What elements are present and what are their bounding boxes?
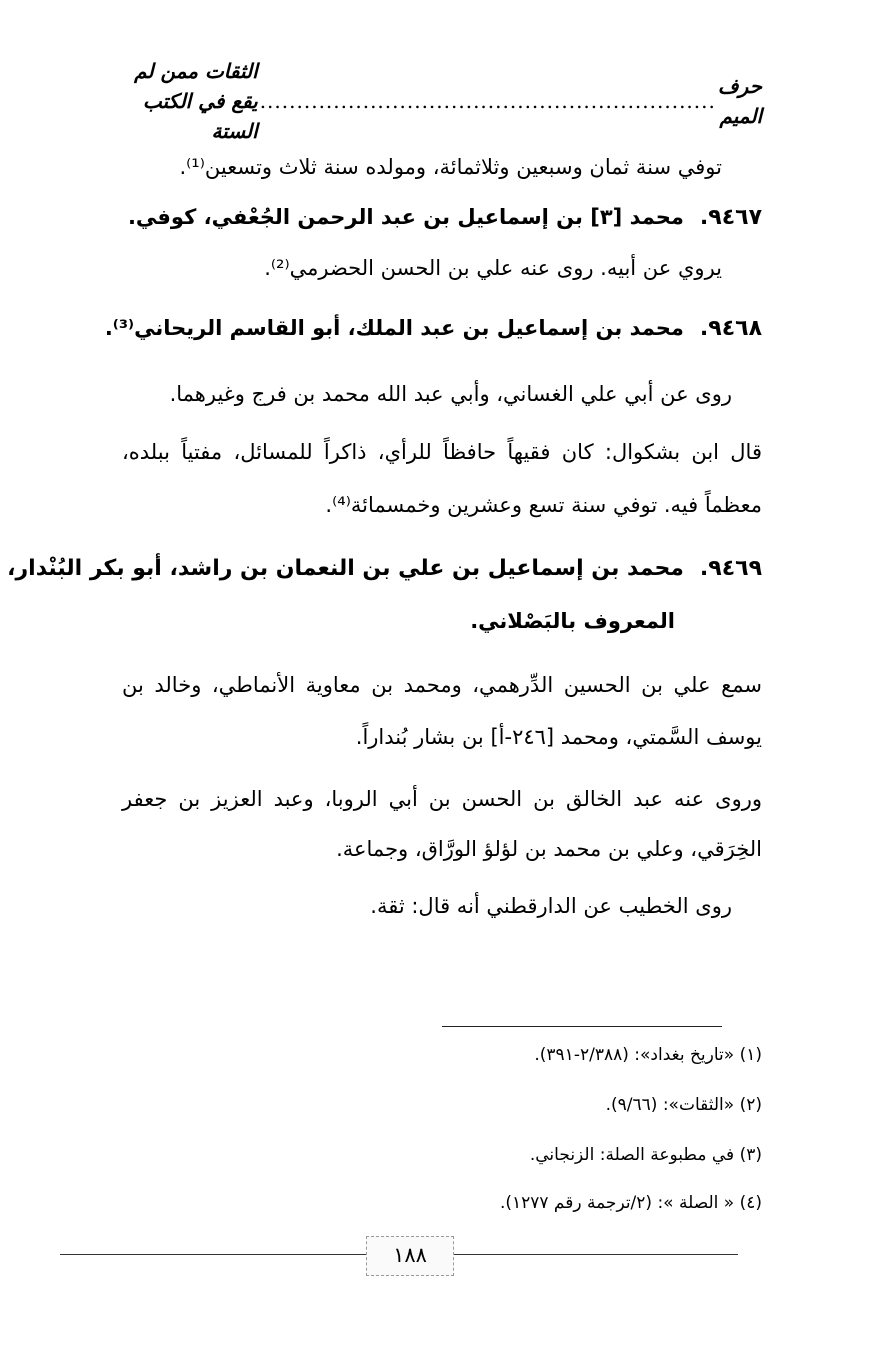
entry-heading: محمد بن إسماعيل بن علي بن النعمان بن راشد، أبو بكر البُنْدار، [7,556,684,581]
body-line-1: توفي سنة ثمان وسبعين وثلاثمائة، ومولده سنة ثلاث وتسعين⁽¹⁾. [179,155,722,179]
footnote-4: (٤) « الصلة »: (٢/ترجمة رقم ١٢٧٧). [499,1193,762,1213]
footnote-1: (١) «تاريخ بغداد»: (٢/٣٨٨-٣٩١). [534,1045,762,1065]
entry-9467 [128,202,762,233]
entry-number: ٩٤٦٩. [699,556,762,581]
entry-heading: محمد [٣] بن إسماعيل بن عبد الرحمن الجُعْفي، كوفي. [127,205,684,229]
bottom-rule-right [452,1254,738,1255]
footnote-3: (٣) في مطبوعة الصلة: الزنجاني. [529,1145,762,1165]
body-line-12: وروى عنه عبد الخالق بن الحسن بن أبي الروبا، وعبد العزيز بن جعفر [122,787,762,811]
header-dot-leader: .............................................................. [259,89,716,113]
page-number: ١٨٨ [366,1236,454,1276]
entry-number: ٩٤٦٧. [699,205,762,230]
header-book-title: الثقات ممن لم يقع في الكتب الستة [134,59,258,143]
body-line-14: روى الخطيب عن الدارقطني أنه قال: ثقة. [370,894,732,918]
body-line-10: سمع علي بن الحسين الدِّرهمي، ومحمد بن معاوية الأنماطي، وخالد بن [122,673,762,697]
body-line-9: المعروف بالبَصْلاني. [470,609,675,633]
body-line-5: روى عن أبي علي الغساني، وأبي عبد الله محمد بن فرج وغيرهما. [169,382,732,406]
entry-9468 [105,313,762,344]
entry-9469 [7,554,762,584]
body-line-7: معظماً فيه. توفي سنة تسع وعشرين وخمسمائة⁽⁴⁾. [325,493,762,517]
entry-number: ٩٤٦٨. [699,316,762,341]
bottom-rule-left [60,1254,366,1255]
running-header [128,59,762,143]
body-line-6: قال ابن بشكوال: كان فقيهاً حافظاً للرأي، ذاكراً للمسائل، مفتياً ببلده، [122,440,762,464]
body-line-13: الخِرَقي، وعلي بن محمد بن لؤلؤ الورَّاق، وجماعة. [336,837,762,861]
footnote-2: (٢) «الثقات»: (٩/٦٦). [605,1095,762,1115]
body-line-11: يوسف السَّمتي، ومحمد [٢٤٦-أ] بن بشار بُنداراً. [355,725,762,749]
header-chapter-title: حرف الميم [717,74,762,128]
footnote-separator [442,1026,722,1027]
body-line-3: يروي عن أبيه. روى عنه علي بن الحسن الحضرمي⁽²⁾. [264,256,722,280]
entry-heading: محمد بن إسماعيل بن عبد الملك، أبو القاسم الريحاني⁽³⁾. [104,316,684,340]
